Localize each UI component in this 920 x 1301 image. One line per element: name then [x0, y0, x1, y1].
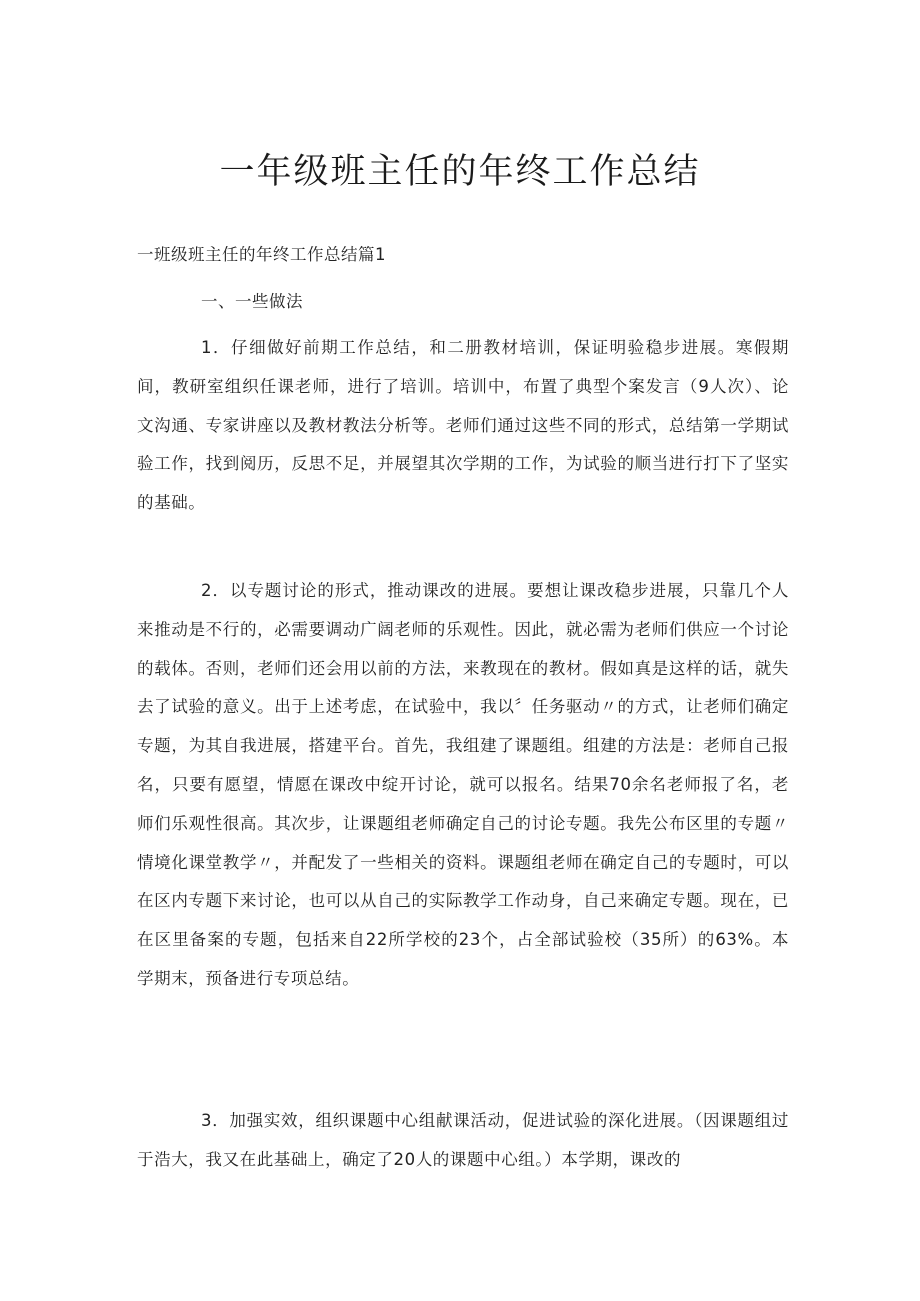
document-subtitle: 一班级班主任的年终工作总结篇1 [137, 245, 386, 264]
section-heading: 一、一些做法 [201, 292, 303, 311]
paragraph-3: 3．加强实效，组织课题中心组献课活动，促进试验的深化进展。（因课题组过于浩大，我又在此基础上，确定了20人的课题中心组。）本学期，课改的 [137, 1111, 789, 1169]
document-title: 一年级班主任的年终工作总结 [219, 152, 701, 192]
paragraph-2: 2．以专题讨论的形式，推动课改的进展。要想让课改稳步进展，只靠几个人来推动是不行的，必需要调动广阔老师的乐观性。因此，就必需为老师们供应一个讨论的载体。否则，老师们还会用以前的方法，来教现在的教材。假如真是这样的话，就失去了试验的意义。出于上述考虑，在试验中，我以〞任务驱动〃的方式，让老师们确定专题，为其自我进展，搭建平台。首先，我组建了课题组。组建的方法是：老师自己报名，只要有愿望，情愿在课改中绽开讨论，就可以报名。结果70余名老师报了名，老师们乐观性很高。其次步，让课题组老师确定自己的讨论专题。我先公布区里的专题〃情境化课堂教学〃，并配发了一些相关的资料。课题组老师在确定自己的专题时，可以在区内专题下来讨论，也可以从自己的实际教学工作动身，自己来确定专题。现在，已在区里备案的专题，包括来自22所学校的23个，占全部试验校（35所）的63%。本学期末，预备进行专项总结。 [137, 581, 789, 988]
paragraph-1: 1．仔细做好前期工作总结，和二册教材培训，保证明验稳步进展。寒假期间，教研室组织任课老师，进行了培训。培训中，布置了典型个案发言（9人次）、论文沟通、专家讲座以及教材教法分析等。老师们通过这些不同的形式，总结第一学期试验工作，找到阅历，反思不足，并展望其次学期的工作，为试验的顺当进行打下了坚实的基础。 [137, 338, 789, 513]
